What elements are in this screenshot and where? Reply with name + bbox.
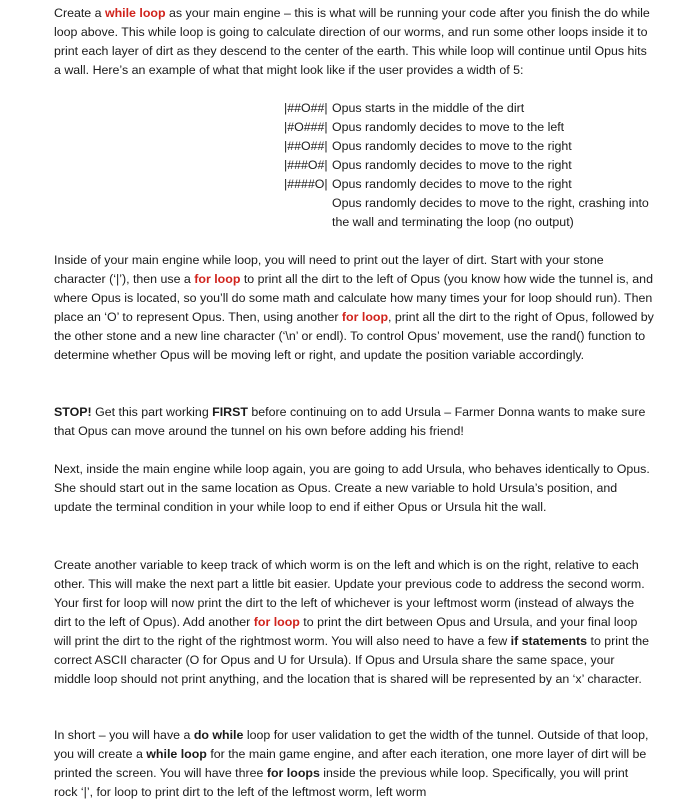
example-final-description: Opus randomly decides to move to the right, crashing into the wall and terminating the loop (no output) <box>332 196 649 229</box>
paragraph-print-dirt <box>54 251 654 365</box>
keyword-for-loop: for loop <box>194 272 241 286</box>
text-run: for the main game engine, and after each iteration, one more layer of dirt will be printed the screen. You will have three <box>54 747 647 780</box>
paragraph-track-worms <box>54 556 654 689</box>
text-run: Create a <box>54 6 105 20</box>
keyword-while-loop: while loop <box>104 6 166 20</box>
keyword-while-loop: while loop <box>146 747 207 761</box>
text-run: Get this part working <box>91 405 213 419</box>
keyword-for-loop: for loop <box>341 310 389 324</box>
text-run: loop for user validation to get the width of the tunnel. Outside of that loop, you will create a <box>54 728 649 761</box>
paragraph-stop <box>54 403 654 441</box>
example-row <box>284 156 572 175</box>
first-label: FIRST <box>212 405 248 419</box>
example-tunnel: |##O##| <box>284 139 328 153</box>
example-tunnel: |###O#| <box>284 158 328 172</box>
stop-label: STOP! <box>54 405 92 419</box>
example-tunnel: |##O##| <box>284 101 328 115</box>
example-row <box>284 175 572 194</box>
text-run: , print all the dirt to the right of Opus, followed by the other stone and a new line character (‘\n’ or endl). To control Opus’ movement, use the rand() function to determine whether Opus will be moving left or right, and update the position variable accordingly. <box>54 310 654 362</box>
text-run: Inside of your main engine while loop, you will need to print out the layer of dirt. Start with your stone character (‘|’), then use a <box>54 253 604 286</box>
paragraph-main-engine <box>54 4 654 80</box>
example-row <box>284 137 572 156</box>
example-description: Opus randomly decides to move to the right <box>332 177 572 191</box>
text-run: Next, inside the main engine while loop again, you are going to add Ursula, who behaves identically to Opus. She should start out in the same location as Opus. Create a new variable to hold Ursula’s position, and update the terminal condition in your while loop to end if either Opus or Ursula hit the wall. <box>54 462 650 514</box>
keyword-for-loop: for loop <box>253 615 300 629</box>
keyword-for-loops: for loops <box>266 766 320 780</box>
paragraph-summary <box>54 726 654 802</box>
text-run: to print the correct ASCII character (O for Opus and U for Ursula). If Opus and Ursula share the same space, your middle loop should not print anything, and the location that is shared will be represented by an ‘x’ character. <box>54 634 650 686</box>
paragraph-add-ursula <box>54 460 654 517</box>
text-run: to print the dirt between Opus and Ursula, and your final loop will print the dirt to the right of the rightmost worm. You will also need to have a few <box>54 615 638 648</box>
text-run: before continuing on to add Ursula – Farmer Donna wants to make sure that Opus can move around the tunnel on his own before adding his friend! <box>54 405 646 438</box>
example-description: Opus randomly decides to move to the right <box>332 158 572 172</box>
text-run: In short – you will have a <box>54 728 194 742</box>
text-run: inside the previous while loop. Specifically, you will print rock ‘|’, for loop to print dirt to the left of the leftmost worm, left worm <box>54 766 629 799</box>
example-description: Opus starts in the middle of the dirt <box>332 101 525 115</box>
text-run: as your main engine – this is what will be running your code after you finish the do while loop above. This while loop is going to calculate direction of our worms, and run some other loops inside it to print each layer of dirt as they descend to the center of the earth. This while loop will continue until Opus hits a wall. Here’s an example of what that might look like if the user provides a width of 5: <box>54 6 650 77</box>
example-tunnel: |#O###| <box>284 120 328 134</box>
example-row <box>284 118 564 137</box>
keyword-do-while: do while <box>193 728 244 742</box>
text-run: to print all the dirt to the left of Opus (you know how wide the tunnel is, and where Opus is located, so you’ll do some math and calculate how many times your for loop should run). Then place an ‘O’ to represent Opus. Then, using another <box>54 272 653 324</box>
text-run: Create another variable to keep track of which worm is on the left and which is on the right, relative to each other. This will make the next part a little bit easier. Update your previous code to address the second worm. Your first for loop will now print the dirt to the left of whichever is your leftmost worm (instead of always the dirt to the left of Opus). Add another <box>54 558 645 629</box>
example-description: Opus randomly decides to move to the left <box>332 120 565 134</box>
example-tunnel: |####O| <box>284 177 328 191</box>
example-row <box>284 99 524 118</box>
example-description: Opus randomly decides to move to the right <box>332 139 572 153</box>
keyword-if-statements: if statements <box>510 634 588 648</box>
